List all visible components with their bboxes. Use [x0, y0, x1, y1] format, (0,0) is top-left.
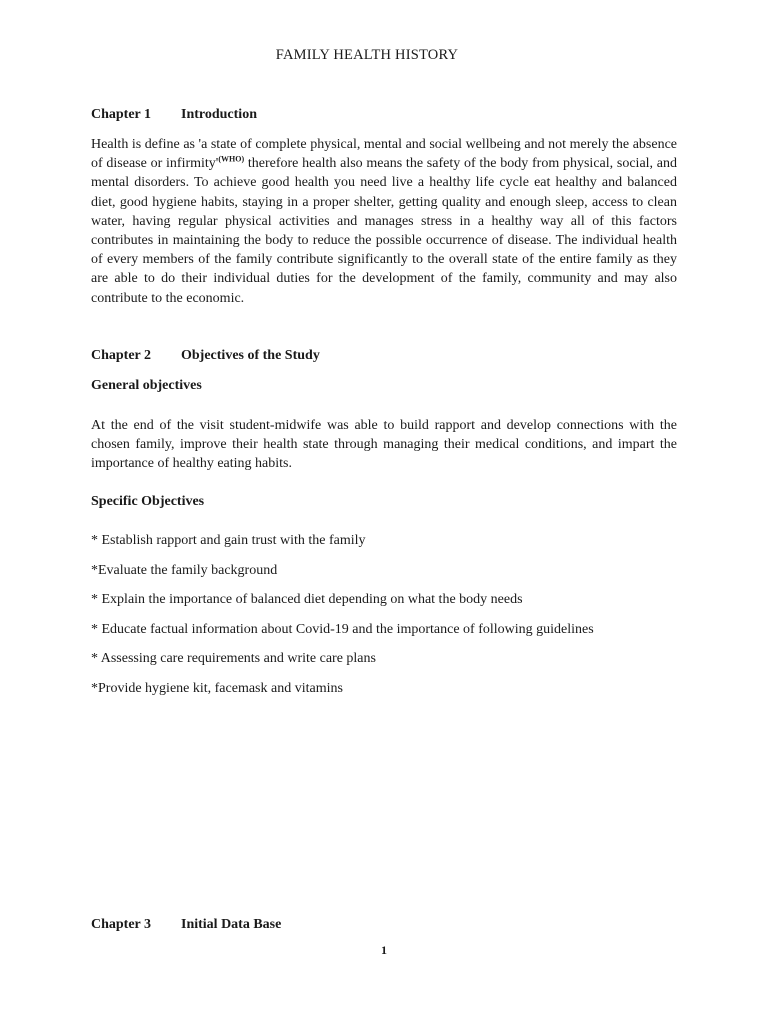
citation-who: (WHO) [218, 154, 245, 164]
document-title: FAMILY HEALTH HISTORY [275, 47, 459, 63]
general-objectives-paragraph: At the end of the visit student-midwife was able to build rapport and develop connections with the chosen family, improve their health state through managing their medical conditions, and impart the importance of healthy eating habits. [91, 418, 677, 472]
chapter-1-title: Introduction [181, 107, 257, 122]
list-item: * Establish rapport and gain trust with the family [91, 533, 366, 548]
list-item: *Provide hygiene kit, facemask and vitamins [91, 680, 343, 696]
list-item: * Assessing care requirements and write care plans [91, 651, 376, 667]
chapter-3-heading [91, 917, 281, 933]
introduction-text-end: therefore health also means the safety of the body from physical, social, and mental disorders. To achieve good health you need live a healthy life cycle eat healthy and balanced diet, good hygiene habits, staying in a proper shelter, getting quality and enough sleep, access to clean water, having regular physical activities and manages stress in a healthy way all of this factors contributes in maintaining the body to reduce the possible occurrence of disease. The individual health of every members of the family contribute significantly to the overall state of the entire family as they are able to do their individual duties for the development of the family, community and may also contribute to the economic. [91, 156, 678, 306]
chapter-2-title: Objectives of the Study [181, 348, 320, 363]
list-item: *Evaluate the family background [91, 562, 278, 578]
introduction-paragraph [91, 135, 677, 308]
chapter-1-heading [91, 107, 257, 123]
specific-objectives-heading: Specific Objectives [91, 494, 205, 509]
chapter-3-title: Initial Data Base [181, 917, 282, 932]
specific-objectives-list [91, 531, 594, 709]
list-item: * Explain the importance of balanced diet depending on what the body needs [91, 592, 523, 608]
chapter-2-heading [91, 348, 320, 364]
general-objectives-heading: General objectives [91, 378, 202, 393]
list-item: * Educate factual information about Covid-19 and the importance of following guidelines [91, 621, 594, 637]
chapter-2-number: Chapter 2 [91, 348, 152, 363]
chapter-1-number: Chapter 1 [91, 107, 152, 122]
chapter-3-number: Chapter 3 [91, 917, 152, 932]
introduction-text-start: Health is define as 'a state of complete physical, mental and social wellbeing and not merely the absence of disease or infirmity' [91, 137, 677, 172]
page-number: 1 [381, 943, 387, 957]
